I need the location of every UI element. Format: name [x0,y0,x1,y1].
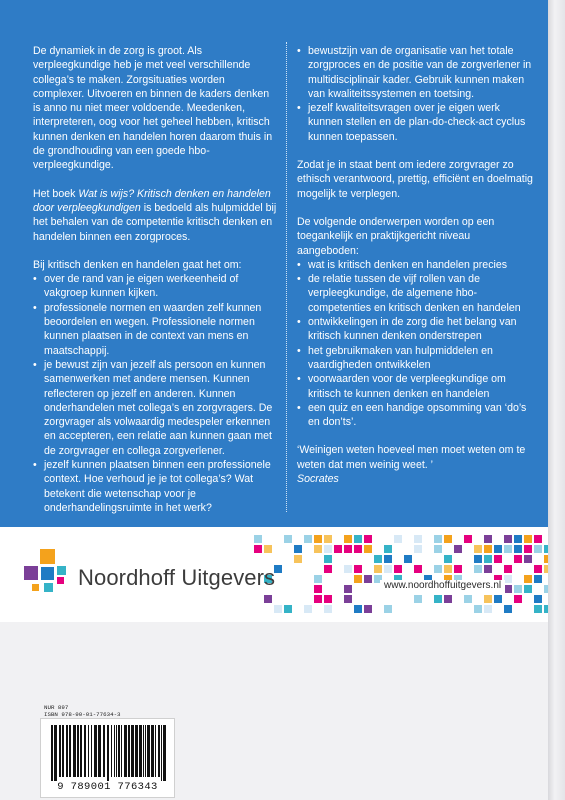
book-suffix: is bedoeld als hulpmiddel bij het behalen van de competentie kritisch denken en handelen binnen een zorgproces. [33,201,277,243]
topics-list [297,258,533,430]
mosaic-tile [464,535,472,543]
mosaic-tile [544,565,548,573]
mosaic-tile [484,605,492,613]
mosaic-tile [534,595,542,603]
mosaic-tile [484,555,492,563]
list-item: • het gebruikmaken van hulpmiddelen en vaardigheden ontwikkelen [297,344,533,373]
mosaic-tile [404,545,412,553]
mosaic-tile [404,595,412,603]
mosaic-tile [474,565,482,573]
barcode-bar [84,725,86,777]
goal-paragraph: Zodat je in staat bent om iedere zorgvrager zo ethisch verantwoord, prettig, efficiënt en doelmatig mogelijk te verplegen. [297,159,533,200]
mosaic-tile [334,585,342,593]
mosaic-tile [534,565,542,573]
barcode-bar [161,725,162,781]
mosaic-tile [444,595,452,603]
mosaic-tile [504,605,512,613]
mosaic-tile [504,565,512,573]
mosaic-tile [314,575,322,583]
mosaic-tile [304,555,312,563]
mosaic-tile [414,565,422,573]
mosaic-tile [544,555,548,563]
mosaic-tile [354,585,362,593]
mosaic-tile [474,545,482,553]
barcode-bar [124,725,127,777]
mosaic-tile [514,545,522,553]
mosaic-tile [254,555,262,563]
mosaic-tile [534,545,542,553]
mosaic-tile [514,595,522,603]
mosaic-tile [384,555,392,563]
mosaic-tile [404,605,412,613]
mosaic-tile [534,605,542,613]
mosaic-tile [304,595,312,603]
barcode-bar [107,725,109,781]
mosaic-tile [264,545,272,553]
mosaic-tile [414,595,422,603]
mosaic-tile [544,585,548,593]
mosaic-tile [504,545,512,553]
mosaic-tile [324,565,332,573]
isbn-code: ISBN 978-90-01-77634-3 [44,711,121,718]
barcode-bar [98,725,101,777]
mosaic-tile [294,555,302,563]
intro-paragraph: De dynamiek in de zorg is groot. Als verpleegkundige heb je met veel verschillende collega’s te maken. Zorgsituaties worden complexer. Uitvoeren en binnen de kaders denken is anno nu niet meer voldoende. Meedenken, interpreteren, oog voor het geheel hebben, kritisch kunnen denken en handelen horen daarom thuis in de grondhouding van een goede hbo-verpleegkundige. [33,45,273,172]
nur-code: NUR 897 [44,704,69,711]
mosaic-tile [424,545,432,553]
mosaic-tile [434,565,442,573]
mosaic-tile [354,575,362,583]
quote-author: Socrates [297,473,339,486]
quote-text: ‘Weinigen weten hoeveel men moet weten om te weten dat men weinig weet. ’ [297,444,526,471]
mosaic-tile [534,535,542,543]
right-column [297,44,533,500]
mosaic-tile [364,575,372,583]
mosaic-tile [324,605,332,613]
barcode-bar [103,725,105,777]
barcode-number: 9 789001 776343 [57,781,158,793]
mosaic-tile [494,565,502,573]
mosaic-tile [454,565,462,573]
mosaic-tile [394,565,402,573]
mosaic-tile [264,595,272,603]
mosaic-tile [534,575,542,583]
mosaic-tile [314,595,322,603]
barcode-bar [158,725,160,777]
barcode-bar [111,725,112,777]
list-item: • jezelf kwaliteitsvragen over je eigen werk kunnen stellen en de plan-do-check-act cyclus kunnen toepassen. [297,101,533,144]
mosaic-tile [304,535,312,543]
mosaic-tile [344,535,352,543]
mosaic-tile [284,605,292,613]
barcode-bar [80,725,82,777]
mosaic-tile [524,535,532,543]
mosaic-tile [384,545,392,553]
mosaic-tile [324,535,332,543]
mosaic-tile [364,555,372,563]
list-item: • je bewust zijn van jezelf als persoon en kunnen samenwerken met andere mensen. Kunnen reflecteren op jezelf en anderen. Kunnen onderhandelen met collega’s en zorgvragers. De zorgvrager als volwaardig medespeler erkennen en accepteren, een relatie aan kunnen gaan met de zorgvrager en collega zorgverlener. [33,358,277,458]
barcode-bar [163,725,166,781]
mosaic-tile [324,595,332,603]
list-item: • professionele normen en waarden zelf kunnen beoordelen en wegen. Professionele normen kunnen plaatsen in de context van mens en maatschappij. [33,301,277,358]
mosaic-tile [434,595,442,603]
list-item: • een quiz en een handige opsomming van ‘do’s en don’ts’. [297,401,533,430]
mosaic-tile [484,595,492,603]
book-paragraph [33,187,277,244]
mosaic-tile [414,535,422,543]
barcode-bar [59,725,61,777]
mosaic-tile [374,565,382,573]
mosaic-tile [344,565,352,573]
mosaic-tile [544,605,548,613]
mosaic-tile [504,585,512,593]
mosaic-tile [454,545,462,553]
mosaic-tile [314,605,322,613]
mosaic-tile [424,565,432,573]
barcode-bar [147,725,150,777]
competence-list-continued [297,44,533,144]
mosaic-tile [534,585,542,593]
competence-list [33,272,277,515]
topics-intro: De volgende onderwerpen worden op een toegankelijk en praktijkgericht niveau aangeboden: [297,215,495,257]
barcode-bar [131,725,134,777]
barcode-bar [139,725,142,777]
mosaic-tile [364,545,372,553]
barcode-bar [155,725,156,777]
list-item: • de relatie tussen de vijf rollen van de verpleegkundige, de algemene hbo-competenties en kritisch denken en handelen [297,272,533,315]
mosaic-tile [514,555,522,563]
mosaic-tile [404,555,412,563]
mosaic-tile [364,535,372,543]
list-item: • jezelf kunnen plaatsen binnen een professionele context. Hoe verhoud je je tot collega’s? Wat betekent die wetenschap voor je onderhandelingsruimte in het werk? [33,458,277,515]
mosaic-tile [354,565,362,573]
barcode-bar [94,725,97,777]
mosaic-tile [334,545,342,553]
publisher-band [0,527,548,622]
list-item: • voorwaarden voor de verpleegkundige om kritisch te kunnen denken en handelen [297,372,533,401]
mosaic-tile [494,595,502,603]
mosaic-tile [474,605,482,613]
mosaic-tile [524,575,532,583]
barcode-bar [91,725,92,777]
mosaic-tile [254,535,262,543]
mosaic-tile [324,555,332,563]
mosaic-tile [274,565,282,573]
mosaic-tile [404,565,412,573]
mosaic-tile [374,555,382,563]
mosaic-tile [434,535,442,543]
barcode-bar [114,725,115,777]
mosaic-tile [414,545,422,553]
barcode-bar [73,725,76,777]
mosaic-tile [254,545,262,553]
list-item: • wat is kritisch denken en handelen precies [297,258,533,272]
barcode-bar [51,725,53,781]
mosaic-tile [504,575,512,583]
mosaic-tile [444,565,452,573]
mosaic-tile [314,545,322,553]
barcode [40,718,175,798]
mosaic-tile [284,535,292,543]
barcode-bar [135,725,138,777]
mosaic-tile [514,535,522,543]
mosaic-tile [444,535,452,543]
mosaic-tile [434,545,442,553]
mosaic-tile [304,605,312,613]
mosaic-tile [394,535,402,543]
mosaic-tile [354,545,362,553]
list-item: • bewustzijn van de organisatie van het totale zorgproces en de positie van de zorgverlener in multidisciplinair kader. Gebruik kunnen maken van kwaliteitssystemen en toetsing. [297,44,533,101]
barcode-bars [47,725,168,781]
nur-isbn-block [44,704,121,718]
mosaic-tile [484,545,492,553]
mosaic-tile [534,555,542,563]
publisher-name: Noordhoff Uitgevers [78,565,276,590]
list-intro: Bij kritisch denken en handelen gaat het om: [33,258,242,271]
mosaic-tile [544,545,548,553]
mosaic-tile [344,585,352,593]
mosaic-tile [444,555,452,563]
mosaic-tile [344,595,352,603]
socrates-quote [297,443,533,486]
mosaic-tile [494,555,502,563]
noordhoff-logo-icon [24,549,74,599]
publisher-url[interactable]: www.noordhoffuitgevers.nl [380,580,505,594]
mosaic-tile [274,605,282,613]
barcode-bar [128,725,130,777]
barcode-bar [77,725,79,777]
column-divider [286,42,287,512]
barcode-bar [88,725,89,777]
mosaic-tile [314,585,322,593]
barcode-bar [145,725,146,777]
mosaic-tile [484,565,492,573]
barcode-bar [54,725,57,781]
book-title: Wat is wijs? Kritisch denken en handelen door verpleegkundigen [33,187,271,214]
mosaic-tile [524,545,532,553]
left-column [33,44,277,529]
mosaic-tile [484,535,492,543]
mosaic-tile [494,545,502,553]
pixel-mosaic-graphic [254,535,548,613]
mosaic-tile [324,545,332,553]
book-prefix: Het boek [33,187,79,200]
mosaic-tile [524,555,532,563]
mosaic-tile [504,535,512,543]
mosaic-tile [294,545,302,553]
barcode-bar [62,725,64,777]
mosaic-tile [354,605,362,613]
mosaic-tile [464,595,472,603]
mosaic-tile [314,535,322,543]
barcode-bar [143,725,144,777]
barcode-bar [151,725,154,777]
mosaic-tile [384,565,392,573]
mosaic-tile [474,555,482,563]
list-item: • ontwikkelingen in de zorg die het belang van kritisch kunnen denken onderstrepen [297,315,533,344]
mosaic-tile [384,605,392,613]
barcode-bar [66,725,68,777]
barcode-bar [69,725,71,777]
barcode-bar [118,725,120,777]
mosaic-tile [354,535,362,543]
barcode-bar [116,725,117,777]
mosaic-tile [364,605,372,613]
mosaic-tile [344,545,352,553]
mosaic-tile [524,585,532,593]
page-edge [548,0,565,800]
mosaic-tile [514,585,522,593]
mosaic-tile [514,565,522,573]
barcode-bar [121,725,122,777]
list-item: • over de rand van je eigen werkeenheid of vakgroep kunnen kijken. [33,272,277,301]
